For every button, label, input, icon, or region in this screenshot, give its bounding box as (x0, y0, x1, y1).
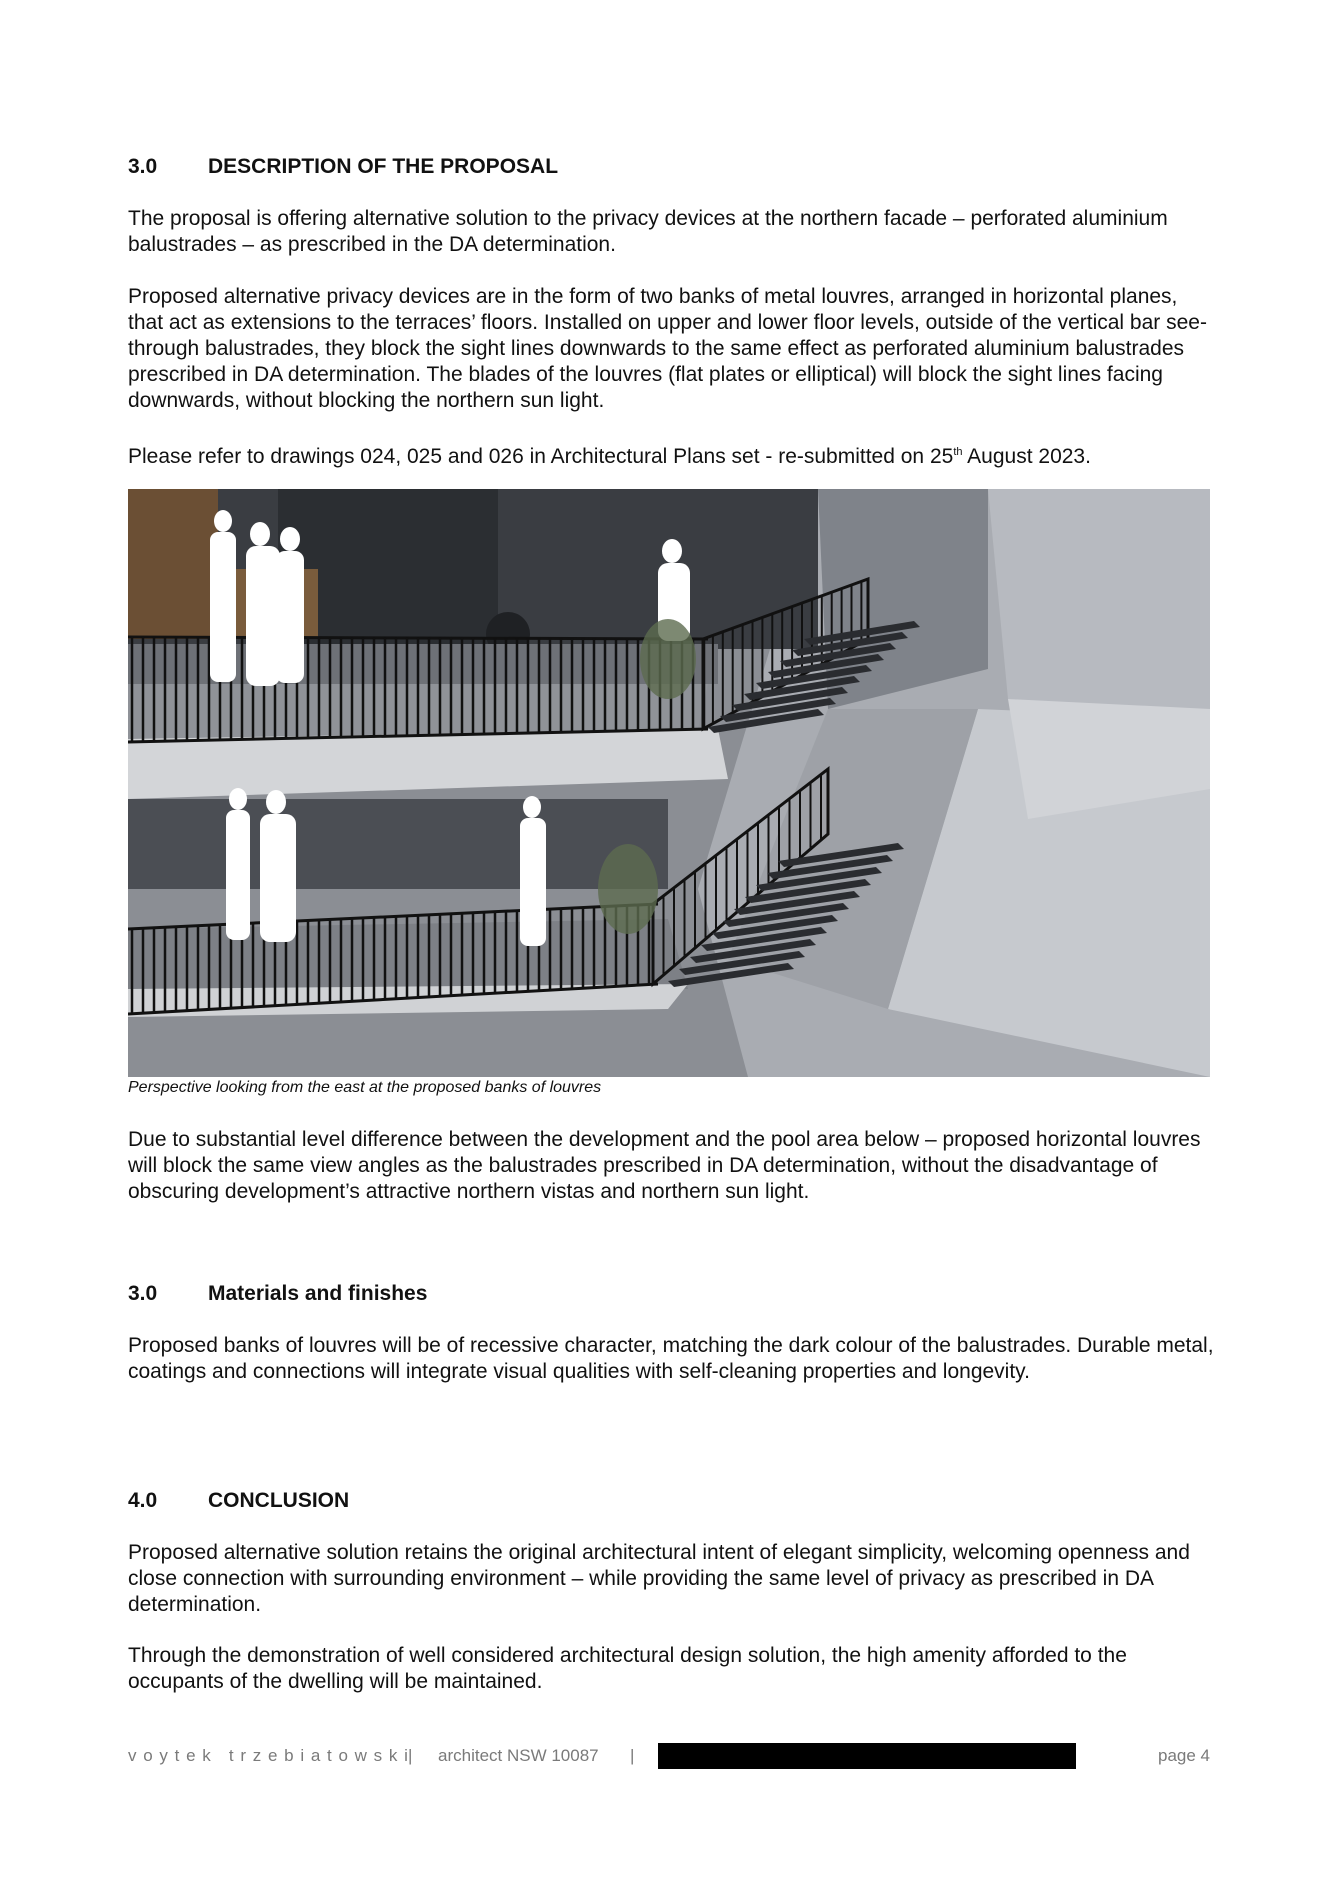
paragraph-materials: Proposed banks of louvres will be of recessive character, matching the dark colour of the balustrades. Durable metal, coatings and connections will integrate visual qualities with self-cleaning properties and longevity. (128, 1334, 1214, 1383)
paragraph-amenity: Through the demonstration of well considered architectural design solution, the high amenity afforded to the occupants of the dwelling will be maintained. (128, 1644, 1127, 1693)
perspective-rendering-image (128, 489, 1210, 1077)
paragraph-louvres-description: Proposed alternative privacy devices are in the form of two banks of metal louvres, arranged in horizontal planes, that act as extensions to the terraces’ floors. Installed on upper and lower floor levels, outside of the vertical bar see-through balustrades, they block the sight lines downwards to the same effect as perforated aluminium balustrades prescribed in DA determination. The blades of the louvres (flat plates or elliptical) will block the sight lines facing downwards, without blocking the northern sun light. (128, 285, 1207, 412)
paragraph-conclusion: Proposed alternative solution retains the original architectural intent of elegant simplicity, welcoming openness and close connection with surrounding environment – while providing the same level of privacy as prescribed in DA determination. (128, 1541, 1190, 1616)
section-heading-conclusion: 4.0 CONCLUSION (128, 1489, 350, 1512)
figure-caption: Perspective looking from the east at the proposed banks of louvres (128, 1079, 602, 1096)
section-heading-materials: 3.0 Materials and finishes (128, 1282, 428, 1305)
paragraph-level-difference: Due to substantial level difference between the development and the pool area below – proposed horizontal louvres will block the same view angles as the balustrades prescribed in DA determination, without the disadvantage of obscuring development’s attractive northern vistas and northern sun light. (128, 1128, 1201, 1203)
perspective-rendering (128, 489, 1210, 1077)
footer-separator: | (408, 1746, 413, 1765)
paragraph-proposal-intro: The proposal is offering alternative solution to the privacy devices at the northern facade – perforated aluminium balustrades – as prescribed in the DA determination. (128, 207, 1168, 256)
footer-credential: architect NSW 10087 (438, 1746, 599, 1765)
footer-page-number: page 4 (1158, 1746, 1210, 1765)
redaction-bar (658, 1743, 1076, 1769)
page-footer (128, 1743, 1210, 1771)
footer-author-name: v o y t e k t r z e b i a t o w s k i (128, 1746, 409, 1765)
footer-separator: | (630, 1746, 635, 1765)
paragraph-drawings-reference: Please refer to drawings 024, 025 and 026 in Architectural Plans set - re-submitted on 25th August 2023. (128, 445, 1091, 468)
section-heading-description: 3.0 DESCRIPTION OF THE PROPOSAL (128, 155, 559, 178)
